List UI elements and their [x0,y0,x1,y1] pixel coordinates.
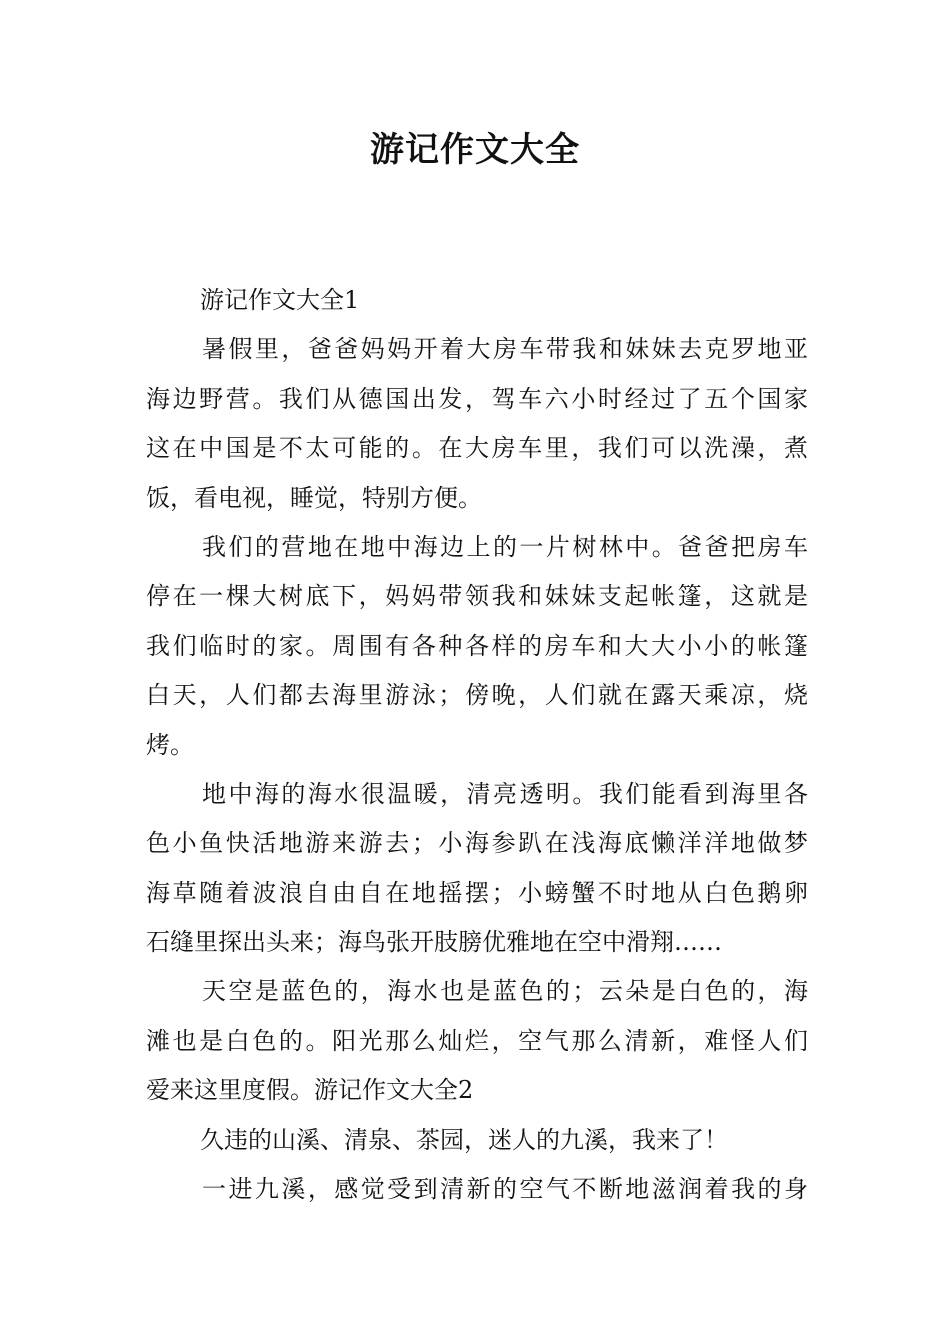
document-body [146,276,808,1214]
paragraph-line: 天空是蓝色的，海水也是蓝色的；云朵是白色的，海 [202,977,808,1006]
paragraph-line: 白天，人们都去海里游泳；傍晚，人们就在露天乘凉，烧 [146,681,808,710]
paragraph-line: 我们的营地在地中海边上的一片树林中。爸爸把房车 [202,532,808,561]
paragraph-line: 海草随着波浪自由自在地摇摆；小螃蟹不时地从白色鹅卵 [146,878,808,907]
paragraph-line: 石缝里探出头来；海鸟张开肢膀优雅地在空中滑翔…… [146,928,722,957]
paragraph-line: 久违的山溪、清泉、茶园，迷人的九溪，我来了！ [200,1125,728,1154]
paragraph-line: 滩也是白色的。阳光那么灿烂，空气那么清新，难怪人们 [146,1026,808,1055]
paragraph-line: 烤。 [146,730,194,759]
paragraph-line: 停在一棵大树底下，妈妈带领我和妹妹支起帐篷，这就是 [146,582,808,611]
paragraph-line: 饭，看电视，睡觉，特别方便。 [146,483,482,512]
paragraph-line: 我们临时的家。周围有各种各样的房车和大大小小的帐篷 [146,631,808,660]
paragraph-line: 地中海的海水很温暖，清亮透明。我们能看到海里各 [202,779,808,808]
document-title: 游记作文大全 [370,130,580,170]
paragraph-line: 一进九溪，感觉受到清新的空气不断地滋润着我的身 [202,1175,808,1204]
section-heading-1: 游记作文大全1 [200,286,360,314]
paragraph-line: 爱来这里度假。游记作文大全2 [146,1076,474,1105]
paragraph-line: 海边野营。我们从德国出发，驾车六小时经过了五个国家 [146,384,808,413]
paragraph-line: 色小鱼快活地游来游去；小海参趴在浅海底懒洋洋地做梦 [146,829,808,858]
paragraph-line: 暑假里，爸爸妈妈开着大房车带我和妹妹去克罗地亚 [202,335,808,364]
paragraph-line: 这在中国是不太可能的。在大房车里，我们可以洗澡，煮 [146,434,808,463]
